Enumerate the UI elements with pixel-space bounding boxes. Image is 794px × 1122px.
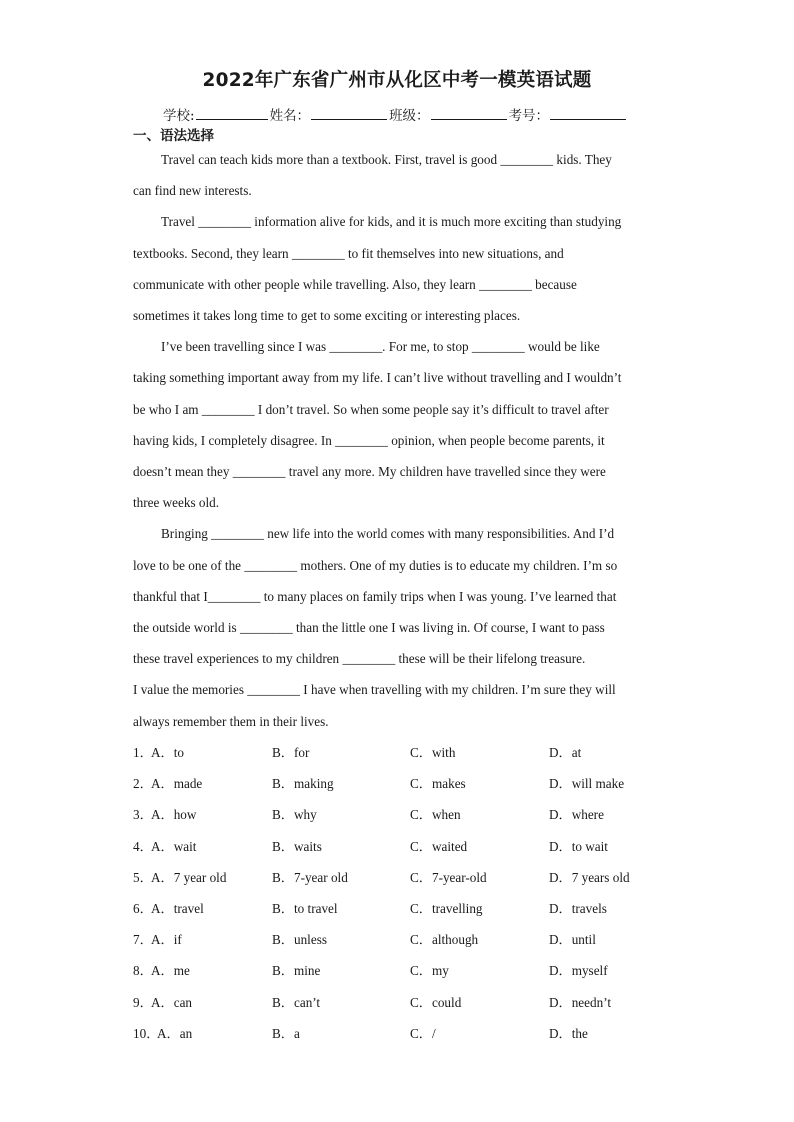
- option-a[interactable]: A．7 year old: [151, 869, 227, 885]
- option-b[interactable]: B．can’t: [272, 994, 321, 1010]
- question-number: 3．: [133, 807, 153, 823]
- passage-line: these travel experiences to my children ________ these will be their lifelong treasure.: [133, 651, 586, 667]
- option-c[interactable]: C．7-year-old: [410, 869, 487, 885]
- cloze-passage: [133, 144, 663, 737]
- question-row-9: [133, 987, 693, 1018]
- option-b[interactable]: B．unless: [272, 932, 327, 948]
- question-row-8: [133, 955, 693, 986]
- passage-line: textbooks. Second, they learn ________ to fit themselves into new situations, and: [133, 245, 564, 261]
- option-c[interactable]: C．travelling: [410, 900, 483, 916]
- passage-line: can find new interests.: [133, 183, 252, 199]
- question-row-2: [133, 768, 693, 799]
- question-number: 2．: [133, 776, 153, 792]
- option-c[interactable]: C．/: [410, 1025, 436, 1041]
- question-number: 10．: [133, 1025, 160, 1041]
- option-d[interactable]: D．myself: [549, 963, 608, 979]
- exam-number-label: 考号：: [508, 108, 550, 124]
- answer-options: [133, 737, 693, 1049]
- option-c[interactable]: C．waited: [410, 838, 468, 854]
- question-number: 1．: [133, 745, 153, 760]
- option-d[interactable]: D．7 years old: [549, 869, 630, 885]
- passage-line: Travel ________ information alive for kids, and it is much more exciting than studying: [161, 214, 622, 230]
- question-row-5: [133, 862, 693, 893]
- passage-line: Bringing ________ new life into the world comes with many responsibilities. And I’d: [161, 526, 615, 542]
- school-field[interactable]: [196, 105, 268, 120]
- passage-line: communicate with other people while travelling. Also, they learn ________ because: [133, 276, 577, 292]
- option-c[interactable]: C．could: [410, 994, 462, 1010]
- name-field[interactable]: [311, 105, 387, 120]
- passage-line: sometimes it takes long time to get to some exciting or interesting places.: [133, 308, 521, 324]
- option-d[interactable]: D．until: [549, 932, 596, 948]
- option-a[interactable]: A．if: [151, 932, 182, 948]
- passage-line: the outside world is ________ than the little one I was living in. Of course, I want to pass: [133, 620, 605, 636]
- option-d[interactable]: D．where: [549, 807, 604, 823]
- question-row-4: [133, 831, 693, 862]
- question-row-3: [133, 799, 693, 830]
- option-d[interactable]: D．travels: [549, 900, 607, 916]
- question-number: 9．: [133, 994, 153, 1010]
- question-number: 5．: [133, 869, 153, 885]
- school-label: 学校:: [163, 108, 195, 124]
- question-number: 7．: [133, 932, 153, 948]
- option-b[interactable]: B．why: [272, 807, 317, 823]
- option-a[interactable]: A．how: [151, 807, 197, 823]
- question-row-6: [133, 893, 693, 924]
- passage-line: three weeks old.: [133, 495, 220, 511]
- passage-line: love to be one of the ________ mothers. One of my duties is to educate my children. I’m so: [133, 557, 618, 573]
- question-row-7: [133, 924, 693, 955]
- option-a[interactable]: A．wait: [151, 838, 197, 854]
- option-a[interactable]: A．can: [151, 994, 193, 1010]
- option-d[interactable]: D．the: [549, 1025, 588, 1041]
- option-c[interactable]: C．makes: [410, 776, 466, 792]
- option-c[interactable]: C．my: [410, 963, 449, 979]
- option-b[interactable]: B．making: [272, 776, 334, 792]
- passage-line: having kids, I completely disagree. In ________ opinion, when people become parents, it: [133, 432, 605, 448]
- option-b[interactable]: B．for: [272, 745, 310, 760]
- option-b[interactable]: B．to travel: [272, 900, 338, 916]
- section-heading: 一、语法选择: [133, 128, 214, 144]
- question-number: 4．: [133, 838, 153, 854]
- passage-line: be who I am ________ I don’t travel. So when some people say it’s difficult to travel after: [133, 401, 609, 417]
- question-number: 6．: [133, 900, 153, 916]
- passage-line: always remember them in their lives.: [133, 713, 329, 729]
- question-row-1: [133, 737, 693, 768]
- question-row-10: [133, 1018, 693, 1049]
- class-label: 班级：: [389, 108, 430, 124]
- option-a[interactable]: A．an: [157, 1025, 193, 1041]
- option-a[interactable]: A．to: [151, 745, 184, 760]
- option-b[interactable]: B．waits: [272, 838, 322, 854]
- option-a[interactable]: A．travel: [151, 900, 204, 916]
- question-number: 8．: [133, 963, 153, 979]
- passage-line: I value the memories ________ I have when travelling with my children. I’m sure they will: [133, 682, 616, 698]
- class-field[interactable]: [431, 105, 507, 120]
- passage-line: Travel can teach kids more than a textbook. First, travel is good ________ kids. They: [161, 152, 612, 167]
- exam-number-field[interactable]: [550, 105, 626, 120]
- passage-line: doesn’t mean they ________ travel any more. My children have travelled since they were: [133, 464, 606, 480]
- option-c[interactable]: C．with: [410, 745, 456, 760]
- name-label: 姓名：: [269, 108, 311, 124]
- student-info-line: [163, 104, 628, 124]
- option-a[interactable]: A．made: [151, 776, 203, 792]
- passage-line: taking something important away from my life. I can’t live without travelling and I wouldn’t: [133, 370, 622, 386]
- passage-line: thankful that I________ to many places on family trips when I was young. I’ve learned that: [133, 588, 617, 604]
- option-b[interactable]: B．7-year old: [272, 869, 348, 885]
- option-d[interactable]: D．will make: [549, 776, 625, 792]
- option-d[interactable]: D．at: [549, 745, 582, 760]
- option-c[interactable]: C．although: [410, 932, 479, 948]
- option-c[interactable]: C．when: [410, 807, 461, 823]
- option-d[interactable]: D．to wait: [549, 838, 608, 854]
- option-b[interactable]: B．a: [272, 1025, 300, 1041]
- option-b[interactable]: B．mine: [272, 963, 321, 979]
- page-title: 2022年广东省广州市从化区中考一模英语试题: [202, 70, 592, 91]
- option-a[interactable]: A．me: [151, 963, 190, 979]
- option-d[interactable]: D．needn’t: [549, 994, 612, 1010]
- passage-line: I’ve been travelling since I was ________. For me, to stop ________ would be like: [161, 339, 600, 355]
